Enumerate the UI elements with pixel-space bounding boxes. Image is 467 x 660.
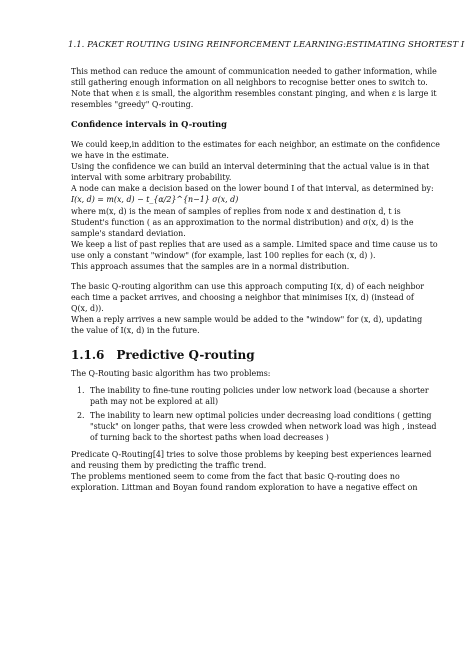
intro-line: resembles "greedy" Q-routing. [71, 100, 194, 110]
list-marker: 2. [77, 411, 85, 421]
predictive-paragraph [71, 449, 443, 493]
intro-line: still gathering enough information on all neighbors to recognise better ones to switch to. [71, 78, 428, 88]
list-line: The inability to learn new optimal policies under decreasing load conditions ( getting [90, 411, 432, 421]
body-line: sample's standard deviation. [71, 228, 186, 238]
body-line: The basic Q-routing algorithm can use this approach computing I(x, d) of each neighbor [71, 281, 425, 291]
list-line: "stuck" on longer paths, that were less crowded when network load was high , instead [90, 422, 437, 432]
list-item [71, 410, 443, 443]
body-line: Predicate Q-Routing[4] tries to solve those problems by keeping best experiences learned [71, 450, 432, 460]
list-line: path may not be explored at all) [90, 397, 219, 407]
body-line: We could keep,in addition to the estimates for each neighbor, an estimate on the confidence [71, 140, 440, 150]
body-line: When a reply arrives a new sample would be added to the "window" for (x, d), updating [71, 314, 423, 324]
body-line: the value of I(x, d) in the future. [71, 325, 200, 335]
list-line: of turning back to the shortest paths when load decreases ) [90, 433, 329, 443]
intro-line: This method can reduce the amount of communication needed to gather information, while [71, 67, 437, 76]
body-line: where m(x, d) is the mean of samples of replies from node x and destination d, t is [71, 206, 401, 216]
intro-line: Note that when ε is small, the algorithm resembles constant pinging, and when ε is large it [71, 89, 437, 99]
body-line: Student's function ( as an approximation to the normal distribution) and σ(x, d) is the [71, 217, 414, 227]
list-line: The inability to fine-tune routing policies under low network load (because a shorter [90, 386, 429, 396]
body-line: This approach assumes that the samples are in a normal distribution. [71, 261, 350, 271]
body-line: interval with some arbitrary probability. [71, 173, 232, 183]
body-line: Q(x, d)). [71, 303, 104, 313]
body-line: exploration. Littman and Boyan found random exploration to have a negative effect on [71, 483, 418, 493]
section-heading [71, 336, 443, 368]
body-line: each time a packet arrives, and choosing a neighbor that minimises I(x, d) (instead of [71, 292, 414, 302]
body-line: We keep a list of past replies that are used as a sample. Limited space and time cause us to [71, 239, 438, 249]
body-line: The problems mentioned seem to come from the fact that basic Q-routing does no [71, 472, 400, 482]
body-line: use only a constant "window" (for example, last 100 replies for each (x, d) ). [71, 250, 376, 260]
body-line: we have in the estimate. [71, 151, 169, 161]
section-intro: The Q-Routing basic algorithm has two problems: [71, 369, 271, 379]
body-line: Using the confidence we can build an interval determining that the actual value is in that [71, 162, 430, 172]
intro-paragraph [71, 66, 443, 110]
running-header: 1.1. PACKET ROUTING USING REINFORCEMENT LEARNING:ESTIMATING SHORTEST I [68, 40, 465, 50]
confidence-paragraph [71, 139, 443, 272]
section-number: 1.1.6 [71, 348, 105, 363]
subsection-heading-confidence: Confidence intervals in Q-routing [71, 119, 227, 130]
q-routing-paragraph [71, 281, 443, 336]
confidence-formula: I(x, d) = m(x, d) − t_{α/2}^{n−1} σ(x, d) [71, 195, 239, 205]
section-title: Predictive Q-routing [116, 348, 255, 363]
body-line: and reusing them by predicting the traffic trend. [71, 461, 267, 471]
body-line: A node can make a decision based on the lower bound I of that interval, as determined by: [71, 184, 434, 194]
list-item [71, 385, 443, 407]
page-body [71, 66, 443, 494]
list-marker: 1. [77, 386, 85, 396]
problem-list [71, 385, 443, 443]
